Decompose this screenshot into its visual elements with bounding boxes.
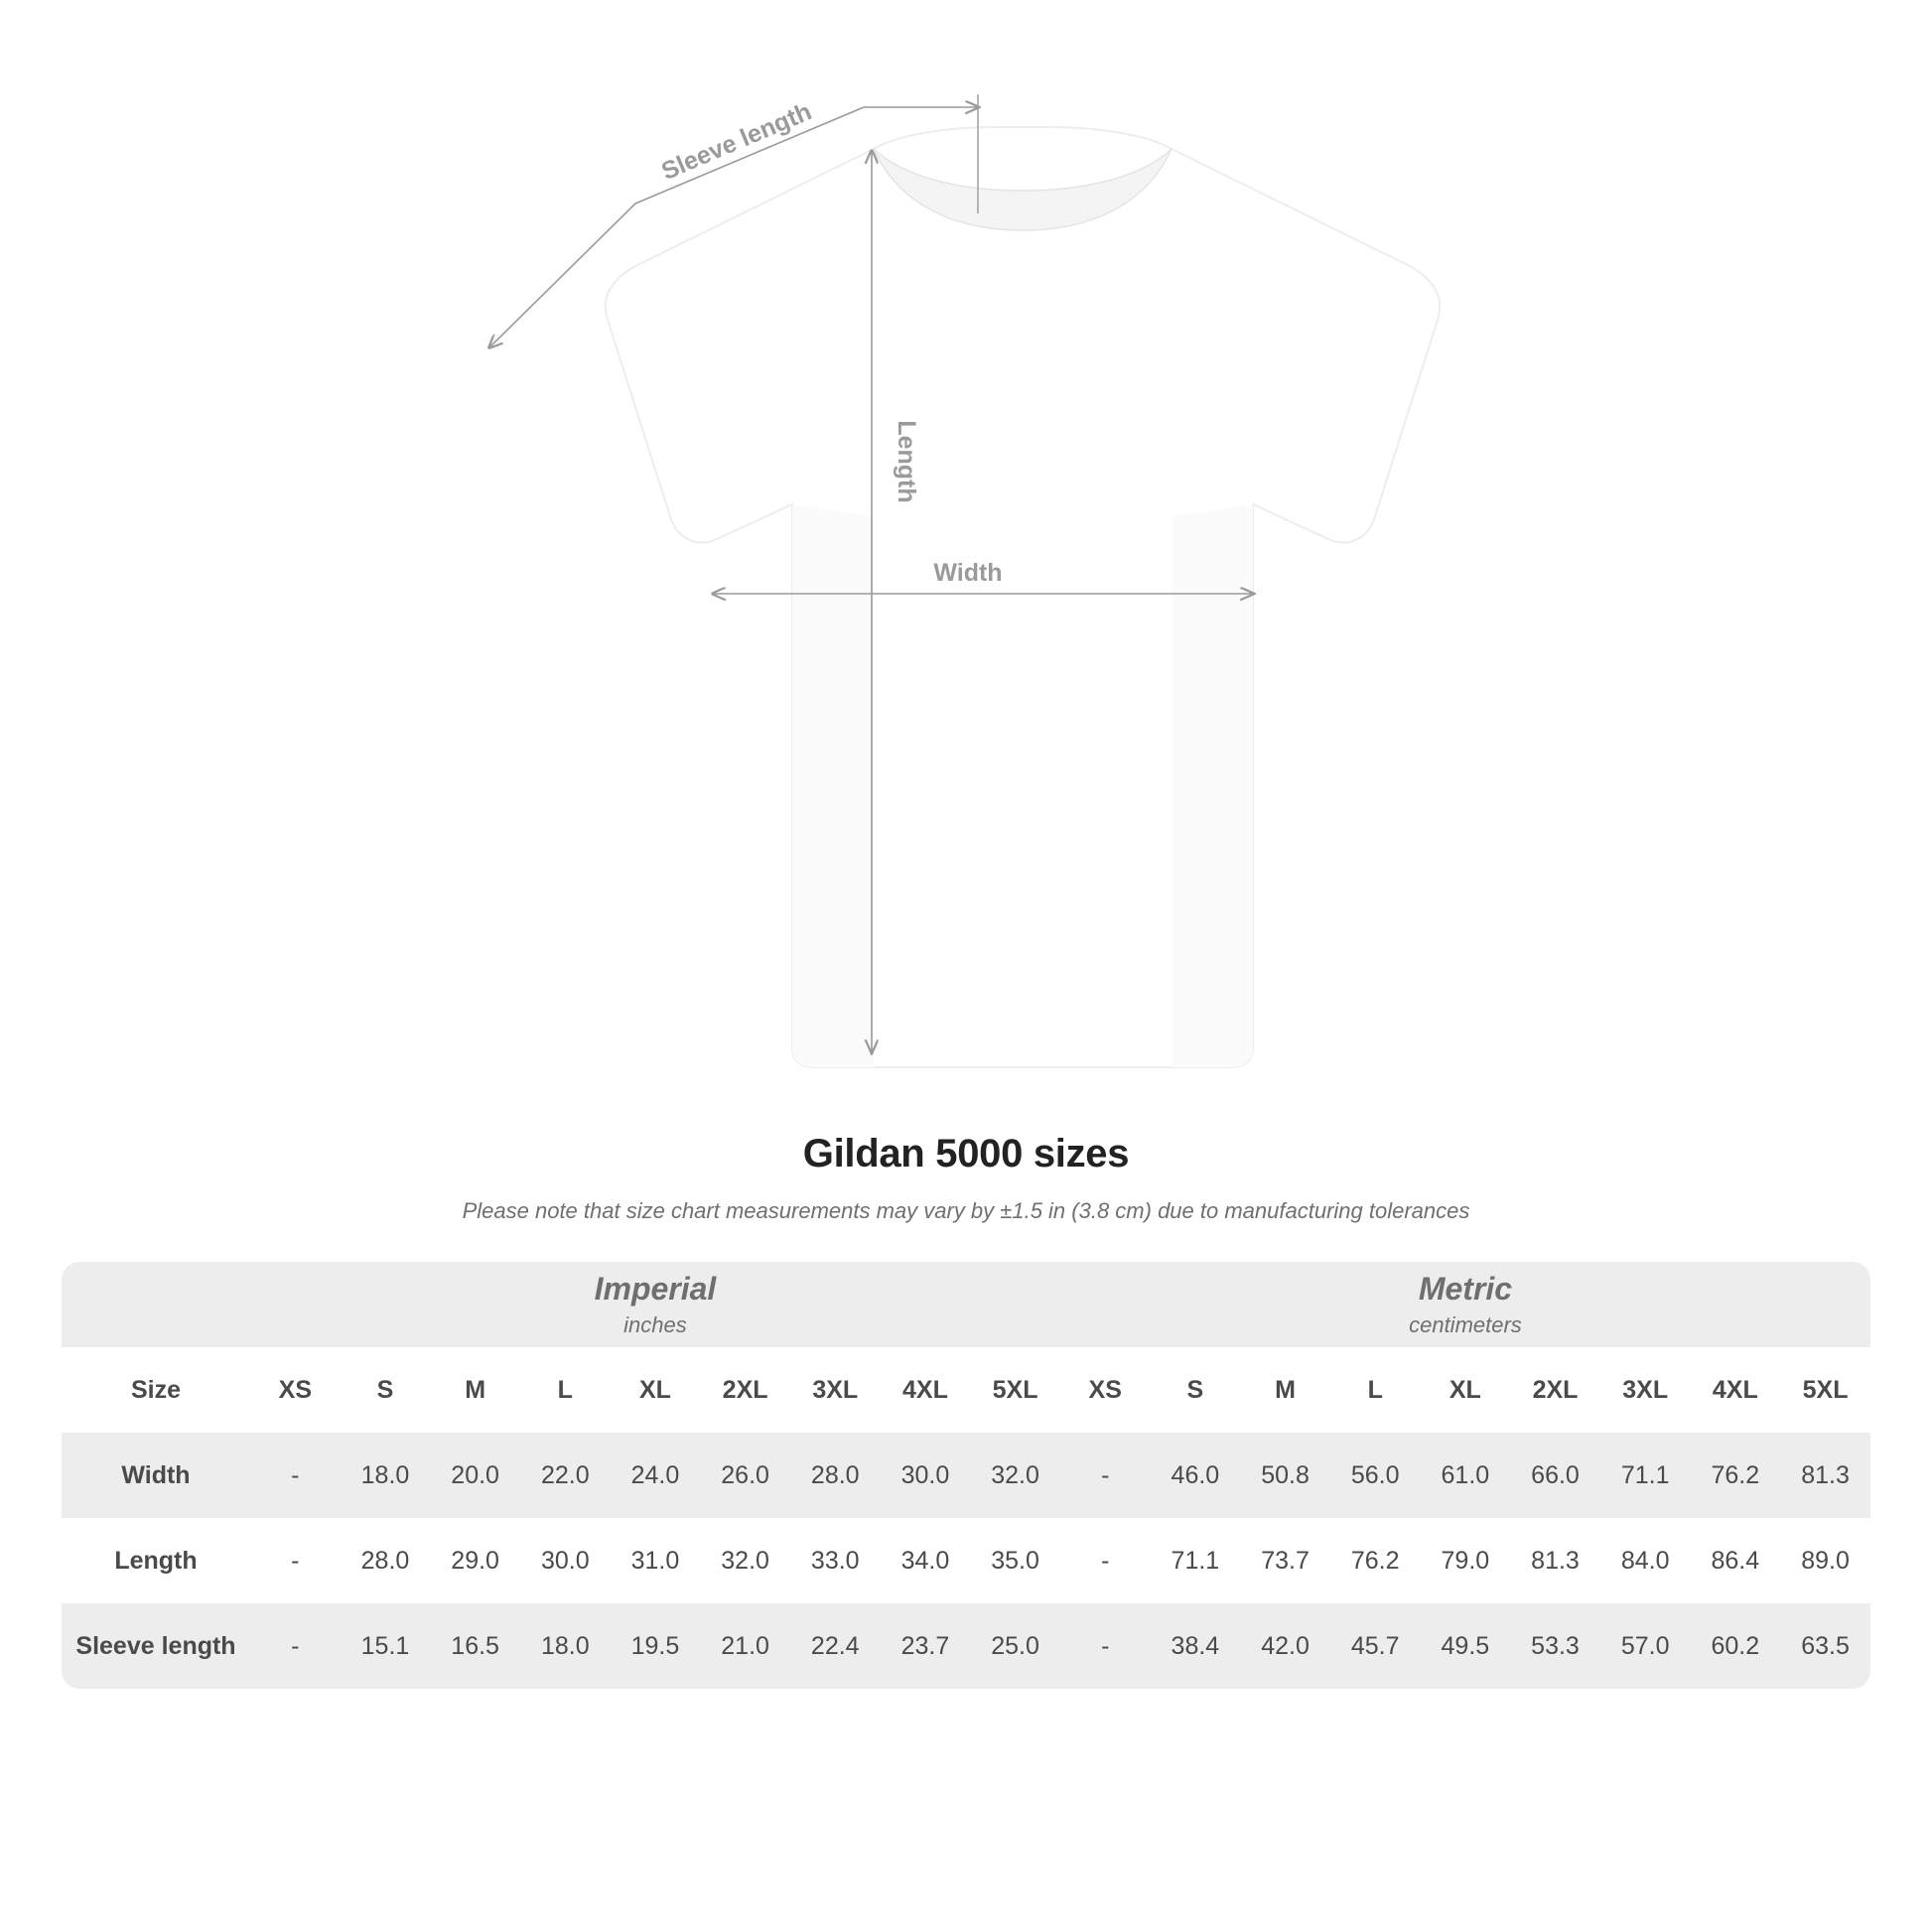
cell-length-metric-m: 73.7 — [1240, 1518, 1330, 1603]
cell-sleeve-imperial-2xl: 21.0 — [700, 1603, 790, 1689]
size-table — [62, 1262, 1870, 1689]
table-row — [62, 1518, 1870, 1603]
header-metric-4xl: 4XL — [1691, 1347, 1781, 1433]
cell-length-imperial-5xl: 35.0 — [970, 1518, 1060, 1603]
header-metric-xl: XL — [1421, 1347, 1511, 1433]
header-size: Size — [62, 1347, 250, 1433]
cell-length-metric-xs: - — [1060, 1518, 1151, 1603]
header-metric-3xl: 3XL — [1600, 1347, 1691, 1433]
header-imperial-4xl: 4XL — [881, 1347, 971, 1433]
cell-width-metric-2xl: 66.0 — [1510, 1433, 1600, 1518]
header-metric-5xl: 5XL — [1780, 1347, 1870, 1433]
tshirt-shape — [606, 127, 1440, 1067]
cell-width-imperial-l: 22.0 — [520, 1433, 611, 1518]
cell-length-metric-xl: 79.0 — [1421, 1518, 1511, 1603]
cell-width-imperial-5xl: 32.0 — [970, 1433, 1060, 1518]
units-row — [62, 1262, 1870, 1347]
cell-length-metric-5xl: 89.0 — [1780, 1518, 1870, 1603]
row-label-sleeve-length: Sleeve length — [62, 1603, 250, 1689]
cell-length-metric-l: 76.2 — [1330, 1518, 1421, 1603]
cell-length-imperial-xs: - — [250, 1518, 341, 1603]
cell-sleeve-imperial-s: 15.1 — [341, 1603, 431, 1689]
units-corner — [62, 1262, 250, 1347]
cell-sleeve-metric-l: 45.7 — [1330, 1603, 1421, 1689]
header-imperial-xl: XL — [611, 1347, 701, 1433]
cell-length-metric-4xl: 86.4 — [1691, 1518, 1781, 1603]
row-label-width: Width — [62, 1433, 250, 1518]
header-imperial-m: M — [430, 1347, 520, 1433]
cell-sleeve-metric-xs: - — [1060, 1603, 1151, 1689]
header-row — [62, 1347, 1870, 1433]
unit-metric — [1060, 1262, 1870, 1347]
cell-length-metric-s: 71.1 — [1151, 1518, 1241, 1603]
unit-metric-sub: centimeters — [1409, 1312, 1522, 1338]
cell-sleeve-imperial-3xl: 22.4 — [790, 1603, 881, 1689]
cell-length-imperial-4xl: 34.0 — [881, 1518, 971, 1603]
cell-sleeve-metric-s: 38.4 — [1151, 1603, 1241, 1689]
header-metric-l: L — [1330, 1347, 1421, 1433]
header-metric-2xl: 2XL — [1510, 1347, 1600, 1433]
header-imperial-5xl: 5XL — [970, 1347, 1060, 1433]
cell-width-metric-4xl: 76.2 — [1691, 1433, 1781, 1518]
unit-imperial-sub: inches — [623, 1312, 687, 1338]
header-imperial-xs: XS — [250, 1347, 341, 1433]
cell-width-imperial-4xl: 30.0 — [881, 1433, 971, 1518]
width-label: Width — [933, 559, 1003, 587]
tolerance-note: Please note that size chart measurements may vary by ±1.5 in (3.8 cm) due to manufacturing tolerances — [462, 1198, 1470, 1223]
title-block — [0, 1132, 1932, 1224]
table-row — [62, 1433, 1870, 1518]
cell-width-metric-l: 56.0 — [1330, 1433, 1421, 1518]
sleeve-length-label: Sleeve length — [657, 97, 816, 187]
cell-length-metric-2xl: 81.3 — [1510, 1518, 1600, 1603]
cell-width-metric-xs: - — [1060, 1433, 1151, 1518]
header-imperial-s: S — [341, 1347, 431, 1433]
cell-length-imperial-s: 28.0 — [341, 1518, 431, 1603]
cell-width-metric-s: 46.0 — [1151, 1433, 1241, 1518]
cell-sleeve-imperial-5xl: 25.0 — [970, 1603, 1060, 1689]
cell-width-metric-xl: 61.0 — [1421, 1433, 1511, 1518]
cell-sleeve-metric-m: 42.0 — [1240, 1603, 1330, 1689]
cell-sleeve-metric-xl: 49.5 — [1421, 1603, 1511, 1689]
header-metric-xs: XS — [1060, 1347, 1151, 1433]
page-title: Gildan 5000 sizes — [802, 1132, 1130, 1175]
cell-length-imperial-3xl: 33.0 — [790, 1518, 881, 1603]
table-row — [62, 1603, 1870, 1689]
header-imperial-l: L — [520, 1347, 611, 1433]
header-imperial-2xl: 2XL — [700, 1347, 790, 1433]
cell-sleeve-imperial-xs: - — [250, 1603, 341, 1689]
cell-length-imperial-xl: 31.0 — [611, 1518, 701, 1603]
header-metric-s: S — [1151, 1347, 1241, 1433]
unit-metric-name: Metric — [1418, 1270, 1513, 1307]
cell-width-metric-5xl: 81.3 — [1780, 1433, 1870, 1518]
length-label: Length — [893, 420, 920, 503]
cell-width-imperial-2xl: 26.0 — [700, 1433, 790, 1518]
size-table-wrap — [62, 1262, 1870, 1689]
cell-length-metric-3xl: 84.0 — [1600, 1518, 1691, 1603]
cell-sleeve-metric-5xl: 63.5 — [1780, 1603, 1870, 1689]
cell-length-imperial-l: 30.0 — [520, 1518, 611, 1603]
cell-sleeve-metric-3xl: 57.0 — [1600, 1603, 1691, 1689]
cell-sleeve-imperial-4xl: 23.7 — [881, 1603, 971, 1689]
cell-width-imperial-s: 18.0 — [341, 1433, 431, 1518]
cell-sleeve-imperial-m: 16.5 — [430, 1603, 520, 1689]
header-imperial-3xl: 3XL — [790, 1347, 881, 1433]
cell-width-imperial-xs: - — [250, 1433, 341, 1518]
unit-imperial — [250, 1262, 1060, 1347]
cell-width-imperial-xl: 24.0 — [611, 1433, 701, 1518]
cell-length-imperial-m: 29.0 — [430, 1518, 520, 1603]
cell-sleeve-imperial-xl: 19.5 — [611, 1603, 701, 1689]
cell-sleeve-metric-4xl: 60.2 — [1691, 1603, 1781, 1689]
header-metric-m: M — [1240, 1347, 1330, 1433]
row-label-length: Length — [62, 1518, 250, 1603]
cell-width-metric-3xl: 71.1 — [1600, 1433, 1691, 1518]
cell-sleeve-imperial-l: 18.0 — [520, 1603, 611, 1689]
cell-width-imperial-3xl: 28.0 — [790, 1433, 881, 1518]
cell-length-imperial-2xl: 32.0 — [700, 1518, 790, 1603]
cell-sleeve-metric-2xl: 53.3 — [1510, 1603, 1600, 1689]
unit-imperial-name: Imperial — [594, 1270, 717, 1307]
cell-width-imperial-m: 20.0 — [430, 1433, 520, 1518]
cell-width-metric-m: 50.8 — [1240, 1433, 1330, 1518]
